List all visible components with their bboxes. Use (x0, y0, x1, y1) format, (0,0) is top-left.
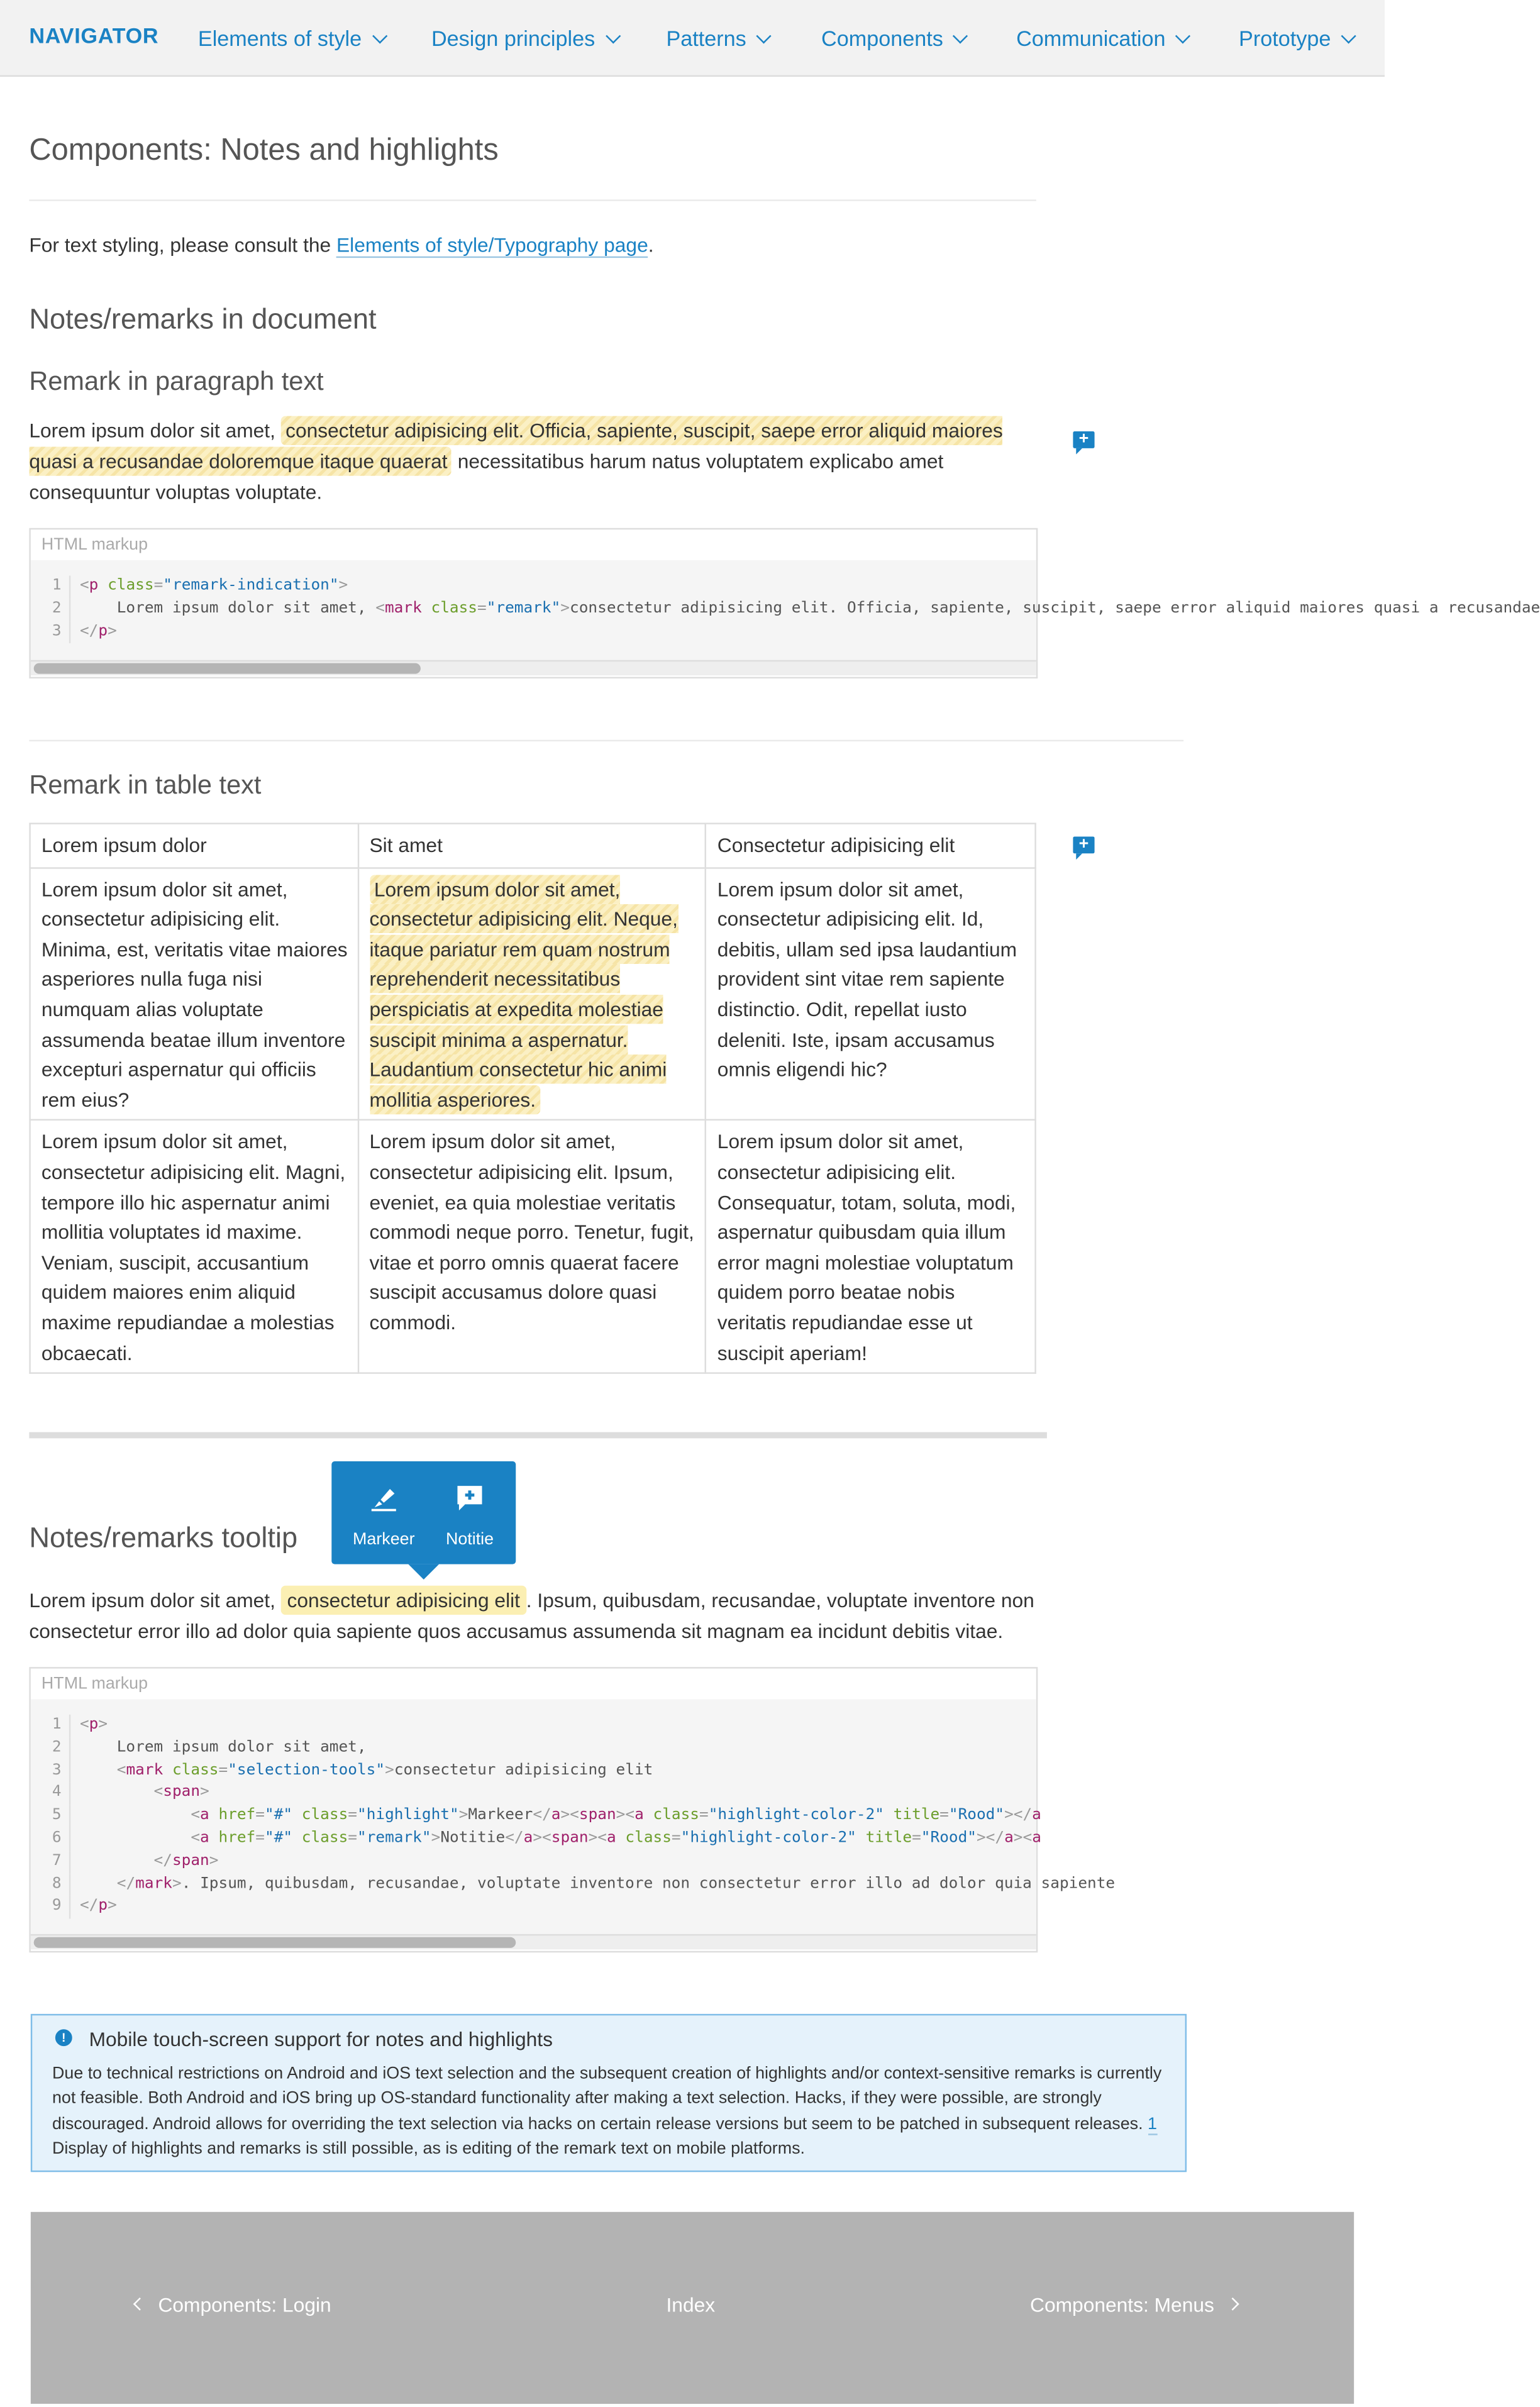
top-navigation (0, 0, 1385, 77)
highlight-button[interactable]: Markeer (341, 1480, 427, 1549)
add-comment-icon (427, 1480, 513, 1517)
highlighter-icon (341, 1480, 427, 1517)
remark-button[interactable]: Notitie (427, 1480, 513, 1549)
selection-highlight[interactable]: consectetur adipisicing elit (281, 1586, 526, 1615)
page-title: Components: Notes and highlights (29, 133, 499, 168)
chevron-down-icon (1341, 28, 1356, 43)
code-block: 1 <p class="remark-indication"> 2 Lorem ipsum dolor sit amet, <mark class="remark">consectetur adipisicing elit. Officia, sapiente, suscipit, saepe error aliquid maiores quasi a recusandae 3 </p> (31, 560, 1036, 660)
page-footer (31, 2212, 1354, 2404)
chevron-right-icon (1226, 2298, 1239, 2311)
table-cell: Lorem ipsum dolor sit amet, consectetur adipisicing elit. Id, debitis, ullam sed ipsa laudantium provident sint vitae rem sapiente distinctio. Odit, repellat iusto deleniti. Iste, ipsam accusamus omnis eligendi hic? (706, 868, 1035, 1120)
typography-link[interactable]: Elements of style/Typography page (336, 233, 648, 258)
tooltip-paragraph: Lorem ipsum dolor sit amet, consectetur adipisicing elit . Ipsum, quibusdam, recusandae, voluptate inventore non consectetur error illo ad dolor quia sapiente quos accusamus assumenda sit magnam ea incidunt debitis vitae. (29, 1586, 1042, 1647)
remark-table (29, 822, 1036, 1374)
table-header: Lorem ipsum dolor (30, 824, 358, 868)
nav-item-elements-of-style[interactable]: Elements of style (198, 26, 385, 51)
info-icon: ! (55, 2029, 72, 2046)
remark-highlight[interactable]: Lorem ipsum dolor sit amet, consectetur adipisicing elit. Neque, itaque pariatur rem quam nostrum reprehenderit necessitatibus perspiciatis at expedita molestiae suscipit minima a aspernatur. Laudantium consectetur hic animi mollitia asperiores. (369, 874, 677, 1114)
table-header-row (30, 824, 1036, 868)
table-row (30, 868, 1036, 1120)
chevron-down-icon (953, 28, 968, 43)
section-title-remark-paragraph: Remark in paragraph text (29, 367, 324, 396)
code-sample-paragraph (29, 528, 1540, 678)
divider (29, 740, 1183, 741)
horizontal-scrollbar[interactable] (31, 1934, 1036, 1949)
divider (29, 199, 1036, 201)
info-box (31, 2014, 1187, 2172)
table-cell: Lorem ipsum dolor sit amet, consectetur adipisicing elit. Ipsum, eveniet, ea quia molestiae veritatis commodi neque porro. Tenetur, fugit, vitae et porro omnis quaerat facere suscipit accusamus dolore quasi commodi. (358, 1120, 706, 1373)
next-page-link[interactable]: Components: Menus (1030, 2293, 1237, 2316)
chevron-down-icon (372, 28, 387, 43)
table-cell (358, 868, 706, 1120)
chevron-left-icon (133, 2298, 147, 2311)
table-cell: Lorem ipsum dolor sit amet, consectetur adipisicing elit. Consequatur, totam, soluta, modi, aspernatur quibusdam quia illum error magni molestiae voluptatum quidem porro beatae nobis veritatis repudiandae esse ut suscipit aperiam! (706, 1120, 1035, 1373)
chevron-down-icon (756, 28, 772, 43)
scrollbar-thumb[interactable] (34, 663, 421, 674)
nav-item-communication[interactable]: Communication (1016, 26, 1188, 51)
footnote-link[interactable]: 1 (1148, 2115, 1157, 2135)
table-header: Consectetur adipisicing elit (706, 824, 1035, 868)
remark-highlight[interactable]: consectetur adipisicing elit. Officia, sapiente, suscipit, saepe error aliquid maiores quasi a recusandae doloremque itaque quaerat (29, 416, 1002, 476)
nav-item-design-principles[interactable]: Design principles (431, 26, 618, 51)
scrollbar-thumb[interactable] (34, 1937, 516, 1948)
info-box-title: Mobile touch-screen support for notes and highlights (89, 2027, 553, 2051)
remark-paragraph: Lorem ipsum dolor sit amet, consectetur adipisicing elit. Officia, sapiente, suscipit, saepe error aliquid maiores quasi a recusandae doloremque itaque quaerat necessitatibus harum natus voluptatem explicabo amet consequuntur voluptas voluptate. (29, 416, 1042, 508)
selection-tooltip (331, 1461, 516, 1564)
remark-add-icon[interactable]: + (1073, 836, 1094, 853)
nav-item-components[interactable]: Components (821, 26, 966, 51)
nav-item-patterns[interactable]: Patterns (666, 26, 769, 51)
code-caption: HTML markup (41, 1674, 148, 1693)
index-link[interactable]: Index (666, 2293, 716, 2316)
horizontal-scrollbar[interactable] (31, 660, 1036, 675)
navigator-logo[interactable]: NAVIGATOR (29, 23, 159, 48)
section-title-tooltip: Notes/remarks tooltip (29, 1521, 298, 1554)
chevron-down-icon (605, 28, 620, 43)
section-title-notes: Notes/remarks in document (29, 302, 377, 335)
info-box-text: Due to technical restrictions on Android and iOS text selection and the subsequent creation of highlights and/or context-sensitive remarks is currently not feasible. Both Android and iOS bring up OS-standard functionality after making a text selection. Hacks, if they were possible, are strongly discouraged. Android allows for overriding the text selection via hacks on certain release versions but seem to be patched in subsequent releases. 1 Display of highlights and remarks is still possible, as is editing of the remark text on mobile platforms. (52, 2064, 1162, 2159)
code-block: 1 <p> 2 Lorem ipsum dolor sit amet, 3 <mark class="selection-tools">consectetur adipisicing elit 4 <span> 5 <a href="#" class="highlight">Markeer</a><span><a class="highlight-color-2" title="Rood"></a 6 <a href="#" class="remark">Notitie</a><span><a class="highlight-color-2" title="Rood"></a><a 7 </span> 8 </mark>. Ipsum, quibusdam, recusandae, voluptate inventore non consectetur error illo ad dolor quia sapiente 9 </p> (31, 1699, 1036, 1934)
section-divider (29, 1432, 1047, 1439)
code-caption: HTML markup (41, 535, 148, 555)
intro-text: For text styling, please consult the Elements of style/Typography page. (29, 230, 653, 261)
table-row (30, 1120, 1036, 1373)
table-header: Sit amet (358, 824, 706, 868)
chevron-down-icon (1176, 28, 1191, 43)
table-cell: Lorem ipsum dolor sit amet, consectetur adipisicing elit. Magni, tempore illo hic aspernatur animi mollitia voluptates id maxime. Veniam, suscipit, accusantium quidem maiores enim aliquid maxime repudiandae a molestias obcaecati. (30, 1120, 358, 1373)
table-cell: Lorem ipsum dolor sit amet, consectetur adipisicing elit. Minima, est, veritatis vitae maiores asperiores nulla fuga nisi numquam alias voluptate assumenda beatae illum inventore excepturi aspernatur qui officiis rem eius? (30, 868, 358, 1120)
section-title-remark-table: Remark in table text (29, 770, 262, 800)
code-sample-tooltip (29, 1667, 1116, 1952)
prev-page-link[interactable]: Components: Login (135, 2293, 331, 2316)
nav-item-prototype[interactable]: Prototype (1239, 26, 1354, 51)
remark-add-icon[interactable]: + (1073, 431, 1094, 448)
